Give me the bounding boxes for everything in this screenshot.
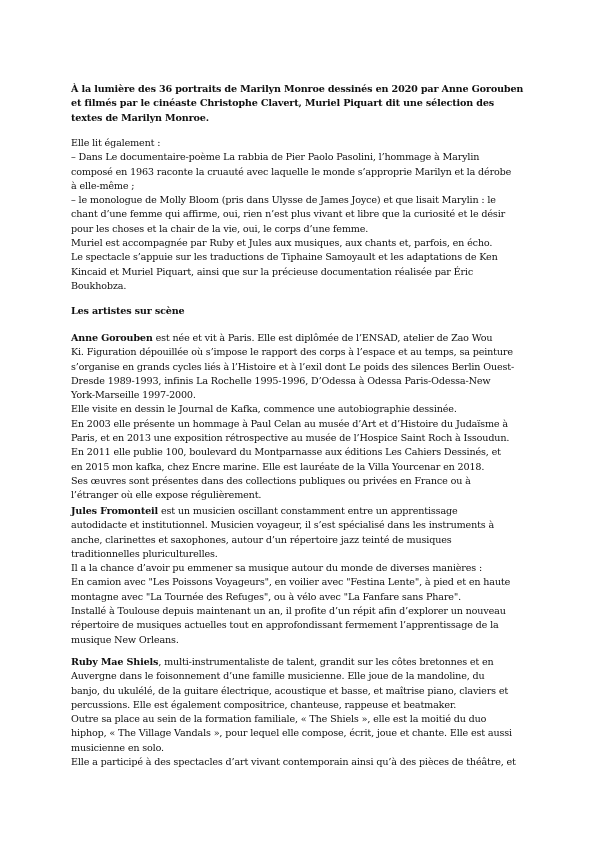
text-line: Muriel est accompagnée par Ruby et Jules aux musiques, aux chants et, parfois, en écho.	[71, 238, 493, 250]
text-line: traditionnelles pluriculturelles.	[71, 548, 218, 560]
ruby-bio	[71, 656, 527, 770]
text-line: Ki. Figuration dépouillée où s’impose le rapport des corps à l’espace et au temps, sa peinture	[71, 347, 513, 359]
section-heading	[71, 305, 527, 319]
text-line: En 2011 elle publie 100, boulevard du Montparnasse aux éditions Les Cahiers Dessinés, et	[71, 447, 501, 459]
text-line: Kincaid et Muriel Piquart, ainsi que sur la précieuse documentation réalisée par Éric	[71, 266, 474, 278]
text-line: Elle visite en dessin le Journal de Kafka, commence une autobiographie dessinée.	[71, 404, 457, 416]
text-line: Auvergne dans le foisonnement d’une famille musicienne. Elle joue de la mandoline, du	[71, 671, 485, 683]
text-line: textes de Marilyn Monroe.	[71, 112, 209, 124]
text-line: chant d’une femme qui affirme, oui, rien n’est plus vivant et libre que la curiosité et le désir	[71, 209, 506, 221]
text-line: Boukhobza.	[71, 280, 127, 292]
text-line: – Dans Le documentaire-poème La rabbia de Pier Paolo Pasolini, l’hommage à Marylin	[71, 152, 480, 164]
text-line: composé en 1963 raconte la cruauté avec laquelle le monde s’approprie Marilyn et la dérobe	[71, 166, 512, 178]
text-line: à elle-même ;	[71, 180, 135, 192]
text-line: Le spectacle s’appuie sur les traductions de Tiphaine Samoyault et les adaptations de Ken	[71, 252, 498, 264]
text-line: Elle a participé à des spectacles d’art vivant contemporain ainsi qu’à des pièces de théâtre, et	[71, 757, 516, 769]
text-line: en 2015 mon kafka, chez Encre marine. Elle est lauréate de la Villa Yourcenar en 2018.	[71, 461, 485, 473]
text-line: s’organise en grands cycles liés à l’Histoire et à l’exil dont Le poids des silences Berlin Ouest-	[71, 361, 515, 373]
text-line: autodidacte et institutionnel. Musicien voyageur, il s’est spécialisé dans les instruments à	[71, 520, 495, 532]
text-line	[71, 332, 527, 346]
text-line: Elle lit également :	[71, 138, 161, 149]
text-line: En 2003 elle présente un hommage à Paul Celan au musée d’Art et d’Histoire du Judaïsme à	[71, 418, 508, 430]
text-line: Ses œuvres sont présentes dans des collections publiques ou privées en France ou à	[71, 475, 471, 487]
text-line: l’étranger où elle expose régulièrement.	[71, 490, 262, 502]
text-line: répertoire de musiques actuelles tout en approfondissant fermement l’apprentissage de la	[71, 620, 499, 632]
text-line: anche, clarinettes et saxophones, autour d’un répertoire jazz teinté de musiques	[71, 534, 452, 546]
text-line: banjo, du ukulélé, de la guitare électrique, acoustique et basse, et maîtrise piano, claviers et	[71, 685, 509, 697]
text-line: et filmés par le cinéaste Christophe Clavert, Muriel Piquart dit une sélection des	[71, 98, 495, 110]
artist-name: Jules Fromonteil	[71, 506, 159, 517]
text-fragment: , multi-instrumentaliste de talent, grandit sur les côtes bretonnes et en	[158, 657, 494, 668]
text-line: À la lumière des 36 portraits de Marilyn Monroe dessinés en 2020 par Anne Gorouben	[71, 84, 524, 95]
text-line: – le monologue de Molly Bloom (pris dans Ulysse de James Joyce) et que lisait Marylin : le	[71, 195, 496, 207]
jules-bio	[71, 505, 527, 648]
text-fragment: est née et vit à Paris. Elle est diplômée de l’ENSAD, atelier de Zao Wou	[152, 333, 493, 344]
text-line: Installé à Toulouse depuis maintenant un an, il profite d’un répit afin d’explorer un nouveau	[71, 606, 506, 618]
text-line: montagne avec "La Tournée des Refuges", ou à vélo avec "La Fanfare sans Phare".	[71, 591, 461, 603]
anne-bio	[71, 332, 527, 504]
text-fragment: est un musicien oscillant constamment entre un apprentissage	[158, 506, 458, 517]
text-line: musique New Orleans.	[71, 634, 179, 646]
text-line	[71, 656, 527, 670]
text-line: musicienne en solo.	[71, 742, 164, 754]
text-line: percussions. Elle est également compositrice, chanteuse, rappeuse et beatmaker.	[71, 699, 457, 711]
text-line: Il a la chance d’avoir pu emmener sa musique autour du monde de diverses manières :	[71, 563, 483, 575]
text-line: En camion avec "Les Poissons Voyageurs", en voilier avec "Festina Lente", à pied et en haute	[71, 577, 511, 589]
text-line: Paris, et en 2013 une exposition rétrospective au musée de l’Hospice Saint Roch à Issoudun.	[71, 433, 510, 445]
text-line: Outre sa place au sein de la formation familiale, « The Shiels », elle est la moitié du duo	[71, 714, 487, 726]
reading-paragraph	[71, 137, 527, 294]
text-line: Dresde 1989-1993, infinis La Rochelle 1995-1996, D’Odessa à Odessa Paris-Odessa-New	[71, 375, 491, 387]
section-heading-text: Les artistes sur scène	[71, 306, 185, 317]
artist-name: Anne Gorouben	[71, 333, 153, 344]
text-line	[71, 505, 527, 519]
intro-paragraph	[71, 83, 527, 126]
artist-name: Ruby Mae Shiels	[71, 657, 159, 668]
text-line: hiphop, « The Village Vandals », pour lequel elle compose, écrit, joue et chante. Elle est aussi	[71, 728, 512, 740]
text-line: pour les choses et la chair de la vie, oui, le corps d’une femme.	[71, 223, 369, 235]
text-line: York-Marseille 1997-2000.	[71, 390, 196, 402]
